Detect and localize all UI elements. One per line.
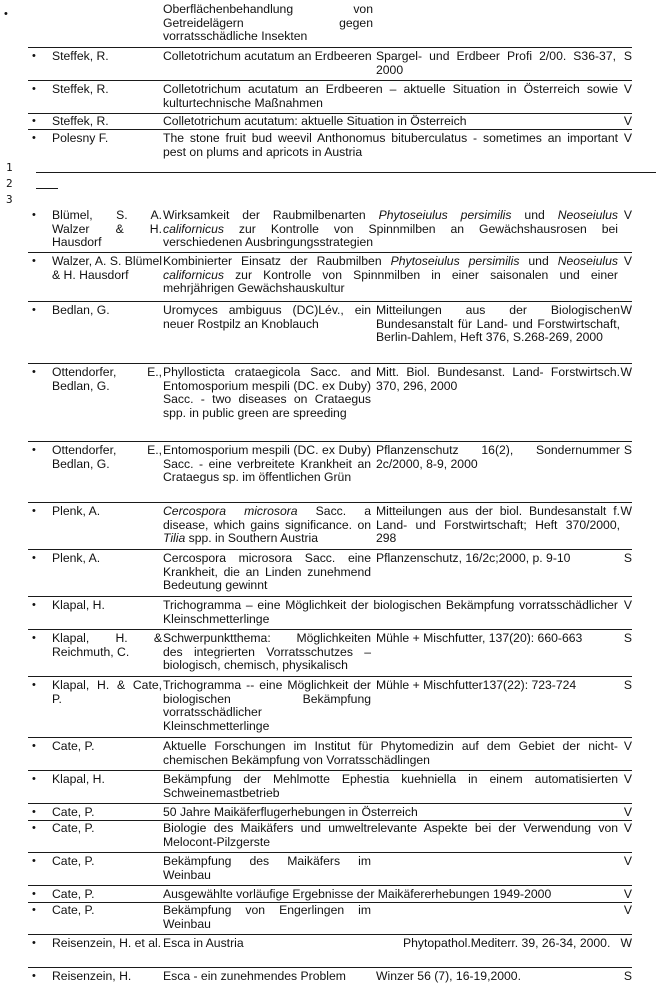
title-line: vorratsschädliche Insekten — [163, 29, 308, 44]
entry-source: Mühle + Mischfutter137(22): 723-724 — [376, 678, 577, 692]
entry-author: Klapal, H. & Cate, P. — [52, 678, 162, 706]
entry-source: Spargel- und Erdbeer Profi 2/00. S36-37, 2000 — [376, 49, 616, 77]
entry-type: S — [623, 678, 632, 692]
entry-author: Cate, P. — [52, 821, 95, 835]
entry-type: S — [623, 631, 632, 645]
entry-title: 50 Jahre Maikäferflugerhebungen in Österreich — [163, 805, 418, 819]
entry-title: Bekämpfung des Maikäfers im Weinbau — [163, 854, 371, 882]
entry-title: Colletotrichum acutatum: aktuelle Situation in Österreich — [163, 114, 467, 128]
line-number: 2 — [6, 177, 13, 190]
entry-title: Esca - ein zunehmendes Problem — [163, 969, 346, 983]
row-divider — [28, 441, 632, 442]
entry-type: V — [623, 805, 632, 819]
bullet: • — [32, 806, 36, 818]
entry-title: Entomosporium mespili (DC. ex Duby) Sacc. - eine verbreitete Krankheit an Crataegus sp. im öffentlichen Grün — [163, 443, 371, 485]
entry-title: Ausgewählte vorläufige Ergebnisse der Maikäfererhebungen 1949-2000 — [163, 887, 552, 901]
bullet: • — [32, 822, 36, 834]
bullet: • — [32, 552, 36, 564]
bullet: • — [32, 50, 36, 62]
entry-title: Bekämpfung von Engerlingen im Weinbau — [163, 903, 371, 931]
entry-source: Mitt. Biol. Bundesanst. Land- Forstwirtsch. 370, 296, 2000 — [376, 365, 620, 393]
entry-author: Plenk, A. — [52, 551, 101, 565]
entry-author: Cate, P. — [52, 854, 95, 868]
bullet: • — [32, 773, 36, 785]
entry-title: Schwerpunktthema: Möglichkeiten des integrierten Vorratsschutzes – biologisch, chemisch, physikalisch — [163, 631, 371, 673]
bullet: • — [32, 255, 36, 267]
entry-author: Ottendorfer, E., Bedlan, G. — [52, 443, 162, 471]
bullet: • — [32, 904, 36, 916]
entry-title — [163, 505, 371, 546]
entry-author: Steffek, R. — [52, 49, 109, 63]
title-line: Oberflächenbehandlung von — [163, 2, 373, 16]
entry-author: Walzer, A. S. Blümel & H. Hausdorf — [52, 254, 162, 282]
entry-type: V — [623, 254, 632, 268]
entry-author: Klapal, H. & Reichmuth, C. — [52, 631, 162, 659]
entry-author: Steffek, R. — [52, 82, 109, 96]
line-number: 1 — [6, 161, 13, 174]
row-divider — [28, 803, 632, 804]
title-species: Cercospora microsora — [163, 504, 298, 518]
entry-source: Phytopathol.Mediterr. 39, 26-34, 2000. — [403, 936, 611, 950]
entry-type: S — [623, 551, 632, 565]
bullet: • — [32, 505, 36, 517]
entry-type: S — [623, 969, 632, 983]
bullet: • — [32, 855, 36, 867]
entry-author: Cate, P. — [52, 887, 95, 901]
row-divider — [28, 885, 632, 886]
row-divider — [28, 363, 632, 364]
entry-type: W — [620, 936, 632, 950]
bullet: • — [32, 366, 36, 378]
entry-title: Colletotrichum acutatum an Erdbeeren — [163, 49, 372, 63]
entry-type: V — [623, 772, 632, 786]
title-species: Phytoseiulus persimilis — [378, 208, 512, 222]
entry-type: V — [623, 739, 632, 753]
row-divider — [28, 770, 632, 771]
row-divider — [28, 967, 632, 968]
entry-author: Cate, P. — [52, 805, 95, 819]
row-divider — [28, 629, 632, 630]
entry-source: Mitteilungen aus der Biologischen Bundesanstalt für Land- und Forstwirtschaft, Berlin-Dahlem, Heft 376, S.268-269, 2000 — [376, 303, 620, 345]
title-text: und — [511, 208, 558, 222]
entry-title: Cercospora microsora Sacc. eine Krankheit, die an Linden zunehmend Bedeutung gewinnt — [163, 551, 371, 593]
entry-source: Winzer 56 (7), 16-19,2000. — [376, 969, 521, 983]
title-species: Neoseiulus californicus — [163, 254, 618, 282]
bullet: • — [32, 115, 36, 127]
title-line: Getreidelägern gegen — [163, 15, 373, 30]
entry-author: Ottendorfer, E., Bedlan, G. — [52, 365, 162, 393]
line-number: 3 — [6, 193, 13, 206]
entry-type: V — [623, 82, 632, 96]
row-divider — [28, 676, 632, 677]
entry-type: S — [623, 443, 632, 457]
footnote-rule — [36, 188, 58, 189]
entry-author: Polesny F. — [52, 131, 109, 145]
entry-author: Bedlan, G. — [52, 303, 110, 317]
entry-type: S — [623, 49, 632, 63]
bullet: • — [32, 83, 36, 95]
entry-source: Mitteilungen aus der biol. Bundesanstalt f. Land- und Forstwirtschaft; Heft 370/2000, 298 — [376, 504, 620, 546]
title-species: Tilia — [163, 531, 186, 546]
title-text: Sacc. a disease, which gains significance. on — [163, 504, 371, 532]
entry-type: W — [620, 365, 632, 379]
entry-title: Esca in Austria — [163, 936, 244, 950]
row-divider — [28, 852, 632, 853]
entry-title — [163, 209, 618, 250]
entry-type: V — [623, 903, 632, 917]
bullet: • — [32, 679, 36, 691]
entry-author: Reisenzein, H. — [52, 969, 132, 983]
entry-type: V — [623, 854, 632, 868]
row-divider — [28, 80, 632, 81]
bullet: • — [32, 209, 36, 221]
entry-title — [163, 255, 618, 296]
entry-title — [163, 3, 373, 44]
entry-author: Klapal, H. — [52, 598, 105, 612]
title-text: zur Kontrolle von Spinnmilben an Gewächshausrosen bei verschiedenen Ausbringungsstrategien — [163, 221, 618, 250]
entry-type: V — [623, 887, 632, 901]
margin-bullet: • — [4, 8, 8, 20]
entry-title: Colletotrichum acutatum an Erdbeeren – aktuelle Situation in Österreich sowie kulturtechnische Maßnahmen — [163, 82, 618, 110]
row-divider — [28, 252, 632, 253]
bullet: • — [32, 132, 36, 144]
row-divider — [28, 596, 632, 597]
entry-author: Klapal, H. — [52, 772, 105, 786]
entry-title: The stone fruit bud weevil Anthonomus bituberculatus - sometimes an important pest on plums and apricots in Austria — [163, 131, 618, 159]
bullet: • — [32, 888, 36, 900]
entry-title: Trichogramma -- eine Möglichkeit der biologischen Bekämpfung vorratsschädlicher Kleinschmetterlinge — [163, 678, 371, 733]
row-divider — [28, 129, 632, 130]
entry-type: V — [623, 131, 632, 145]
entry-title: Uromyces ambiguus (DC)Lév., ein neuer Rostpilz an Knoblauch — [163, 303, 371, 331]
title-text: Wirksamkeit der Raubmilbenarten — [163, 208, 379, 222]
bullet: • — [32, 740, 36, 752]
title-text: zur Kontrolle von Spinnmilben in einer saisonalen und einer mehrjährigen Gewächshauskultur — [163, 267, 618, 296]
row-divider — [28, 502, 632, 503]
page-break-rule — [36, 172, 656, 173]
row-divider — [28, 934, 632, 935]
entry-author: Reisenzein, H. et al. — [52, 936, 162, 950]
entry-type: W — [620, 504, 632, 518]
entry-title: Biologie des Maikäfers und umweltrelevante Aspekte bei der Verwendung von Melocont-Pilzgerste — [163, 821, 618, 849]
bullet: • — [32, 304, 36, 316]
entry-title: Bekämpfung der Mehlmotte Ephestia kuehniella in einem automatisierten Schweinemastbetrieb — [163, 772, 618, 800]
entry-author: Steffek, R. — [52, 114, 109, 128]
bullet: • — [32, 599, 36, 611]
entry-source: Pflanzenschutz, 16/2c;2000, p. 9-10 — [376, 551, 571, 565]
row-divider — [28, 301, 632, 302]
bullet: • — [32, 970, 36, 982]
title-species: Phytoseiulus persimilis — [390, 254, 520, 268]
entry-author: Plenk, A. — [52, 504, 101, 518]
title-text: spp. in Southern Austria — [185, 531, 319, 546]
entry-source: Pflanzenschutz 16(2), Sondernummer 2c/2000, 8-9, 2000 — [376, 443, 620, 471]
row-divider — [28, 47, 632, 48]
entry-source: Mühle + Mischfutter, 137(20): 660-663 — [376, 631, 583, 645]
title-text: und — [519, 254, 558, 268]
entry-author: Blümel, S. A. Walzer & H. Hausdorf — [52, 208, 162, 250]
title-text: Kombinierter Einsatz der Raubmilben — [163, 254, 391, 268]
entry-author: Cate, P. — [52, 739, 95, 753]
entry-title: Aktuelle Forschungen im Institut für Phytomedizin auf dem Gebiet der nicht-chemischen Bekämpfung von Vorratsschädlingen — [163, 739, 618, 767]
row-divider — [28, 737, 632, 738]
entry-type: V — [623, 598, 632, 612]
bullet: • — [32, 937, 36, 949]
bullet: • — [32, 632, 36, 644]
entry-type: V — [623, 208, 632, 222]
entry-title: Trichogramma – eine Möglichkeit der biologischen Bekämpfung vorratsschädlicher Kleinschmetterlinge — [163, 598, 618, 626]
bullet: • — [32, 444, 36, 456]
entry-author: Cate, P. — [52, 903, 95, 917]
entry-type: V — [623, 821, 632, 835]
entry-title: Phyllosticta crataegicola Sacc. and Entomosporium mespili (DC. ex Duby) Sacc. - two diseases on Crataegus spp. in public green are spreeding — [163, 365, 371, 420]
entry-type: V — [623, 114, 632, 128]
entry-type: W — [620, 303, 632, 317]
row-divider — [28, 549, 632, 550]
title-species: Neoseiulus californicus — [163, 208, 618, 236]
